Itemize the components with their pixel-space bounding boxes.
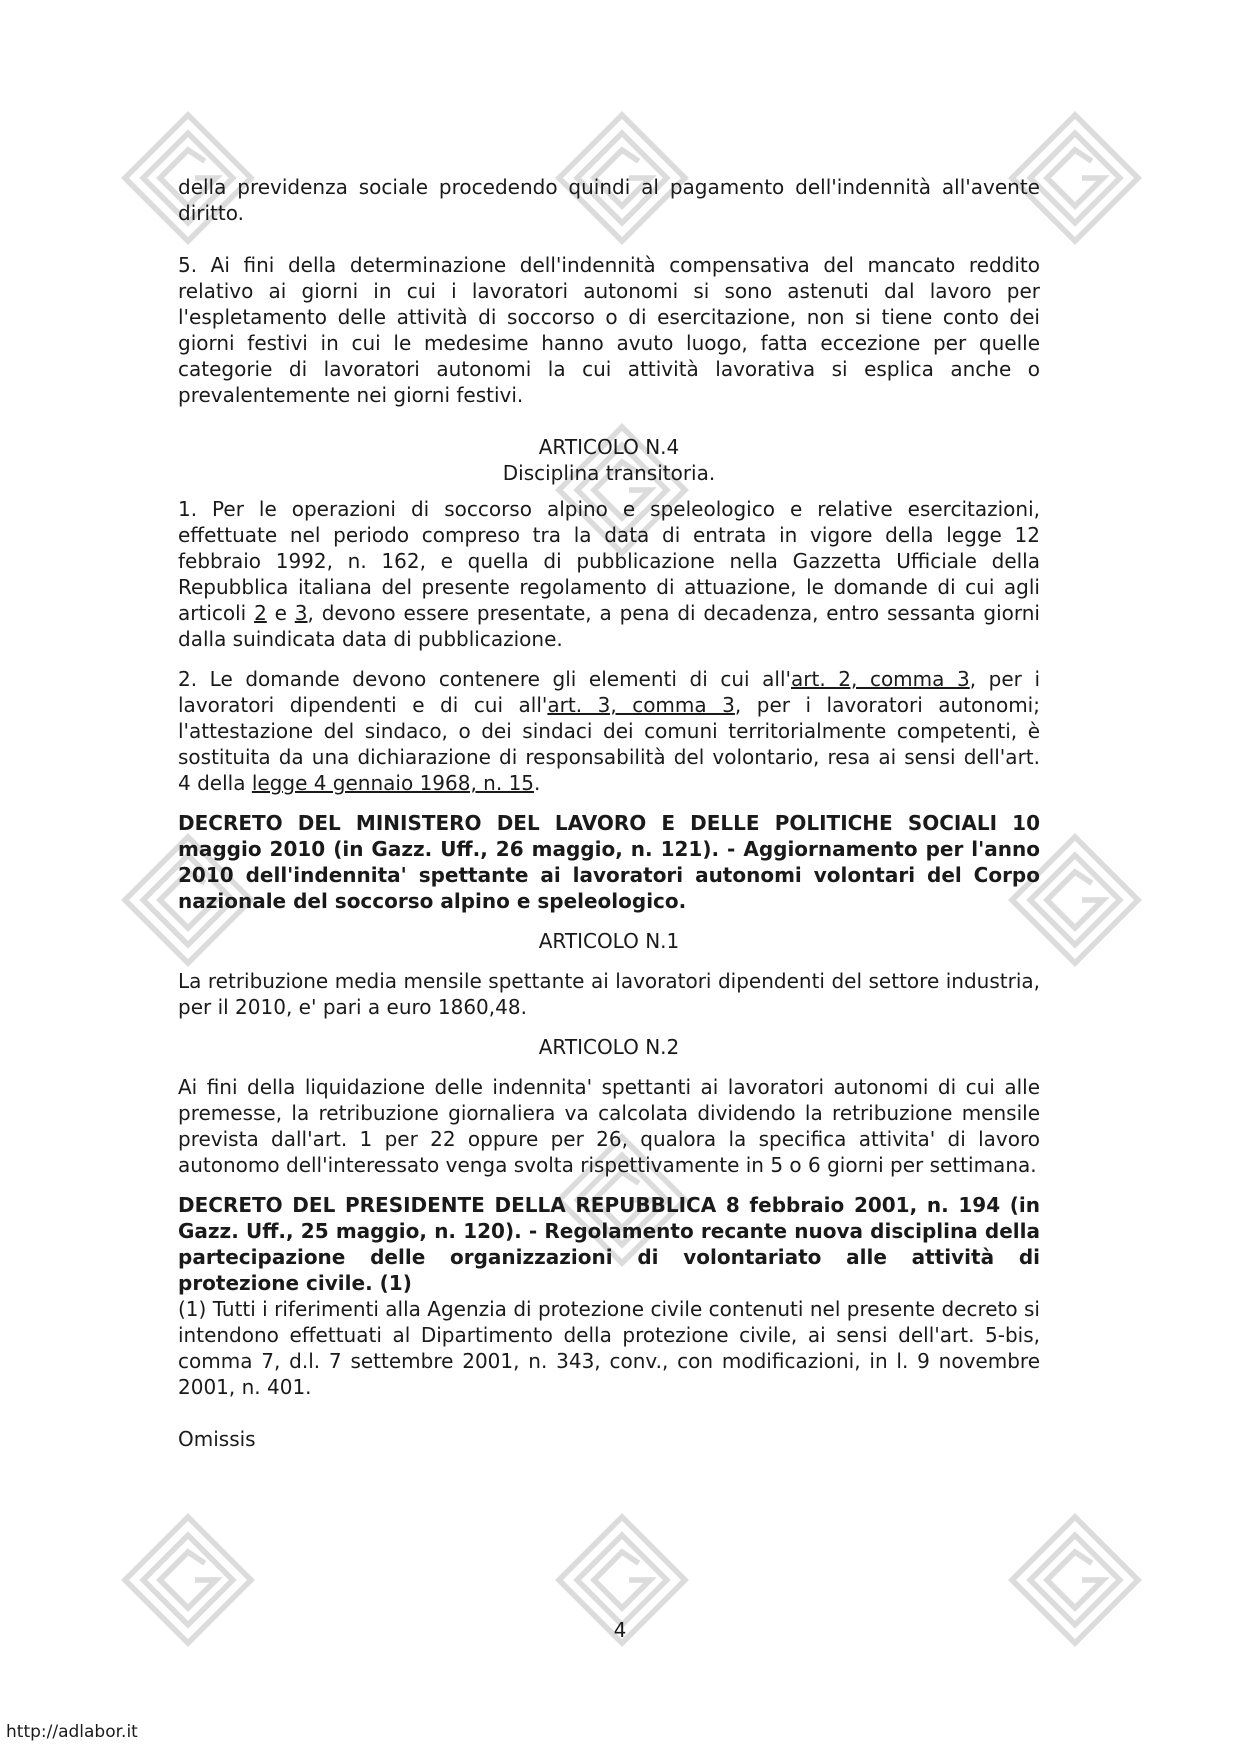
decree-ministero-title: DECRETO DEL MINISTERO DEL LAVORO E DELLE POLITICHE SOCIALI 10 maggio 2010 (in Gazz. Uff., 26 maggio, n. 121). - Aggiornamento per l'anno 2010 dell'indennita' spettante ai lavoratori autonomi volontari del Corpo nazionale del soccorso alpino e speleologico. [178, 811, 1040, 913]
link-articolo-2[interactable]: 2 [254, 601, 267, 625]
decree-presidente-title: DECRETO DEL PRESIDENTE DELLA REPUBBLICA 8 febbraio 2001, n. 194 (in Gazz. Uff., 25 maggio, n. 120). - Regolamento recante nuova disciplina della partecipazione delle organizzazioni di volontariato alle attività di protezione civile. (1) [178, 1193, 1040, 1295]
decree-ministero-article-1-text: La retribuzione media mensile spettante ai lavoratori dipendenti del settore industria, per il 2010, e' pari a euro 1860,48. [178, 969, 1040, 1019]
article-4-paragraph-1: 1. Per le operazioni di soccorso alpino e speleologico e relative esercitazioni, effettuate nel periodo compreso tra la data di entrata in vigore della legge 12 febbraio 1992, n. 162, e quella di pubblicazione nella Gazzetta Ufficiale della Repubblica italiana del presente regolamento di attuazione, le domande di cui agli articoli 2 e 3, devono essere presentate, a pena di decadenza, entro sessanta giorni dalla suindicata data di pubblicazione. [178, 497, 1040, 651]
link-art-2-comma-3[interactable]: art. 2, comma 3 [791, 667, 970, 691]
link-legge-1968[interactable]: legge 4 gennaio 1968, n. 15 [251, 771, 535, 795]
link-art-3-comma-3[interactable]: art. 3, comma 3 [547, 693, 735, 717]
decree-ministero-article-1-heading: ARTICOLO N.1 [538, 929, 680, 953]
decree-ministero-article-2-text: Ai fini della liquidazione delle indennita' spettanti ai lavoratori autonomi di cui alle premesse, la retribuzione giornaliera va calcolata dividendo la retribuzione mensile prevista dall'art. 1 per 22 oppure per 26, qualora la specifica attivita' di lavoro autonomo dell'interessato venga svolta rispettivamente in 5 o 6 giorni per settimana. [178, 1075, 1040, 1177]
link-articolo-3[interactable]: 3 [294, 601, 308, 625]
footer-url[interactable]: http://adlabor.it [6, 1722, 138, 1742]
article-4-paragraph-2: 2. Le domande devono contenere gli elementi di cui all'art. 2, comma 3, per i lavoratori dipendenti e di cui all'art. 3, comma 3, per i lavoratori autonomi; l'attestazione del sindaco, o dei sindaci dei comuni territorialmente competenti, è sostituita da una dichiarazione di responsabilità del volontario, resa ai sensi dell'art. 4 della legge 4 gennaio 1968, n. 15. [178, 667, 1041, 795]
decree-presidente-note: (1) Tutti i riferimenti alla Agenzia di protezione civile contenuti nel presente decreto si intendono effettuati al Dipartimento della protezione civile, ai sensi dell'art. 5-bis, comma 7, d.l. 7 settembre 2001, n. 343, conv., con modificazioni, in l. 9 novembre 2001, n. 401. [178, 1297, 1040, 1399]
article-4-heading: ARTICOLO N.4 [538, 435, 680, 459]
page-number: 4 [613, 1618, 627, 1642]
paragraph-5: 5. Ai fini della determinazione dell'indennità compensativa del mancato reddito relativo ai giorni in cui i lavoratori autonomi si sono astenuti dal lavoro per l'espletamento delle attività di soccorso o di esercitazione, non si tiene conto dei giorni festivi in cui le medesime hanno avuto luogo, fatta eccezione per quelle categorie di lavoratori autonomi la cui attività lavorativa si esplica anche o prevalentemente nei giorni festivi. [178, 253, 1040, 407]
document-page [178, 174, 1040, 1452]
decree-ministero-article-2-heading: ARTICOLO N.2 [538, 1035, 680, 1059]
paragraph-previdenza: della previdenza sociale procedendo quindi al pagamento dell'indennità all'avente diritto. [178, 175, 1040, 225]
article-4-subheading: Disciplina transitoria. [502, 461, 716, 485]
omissis-text: Omissis [178, 1427, 256, 1451]
